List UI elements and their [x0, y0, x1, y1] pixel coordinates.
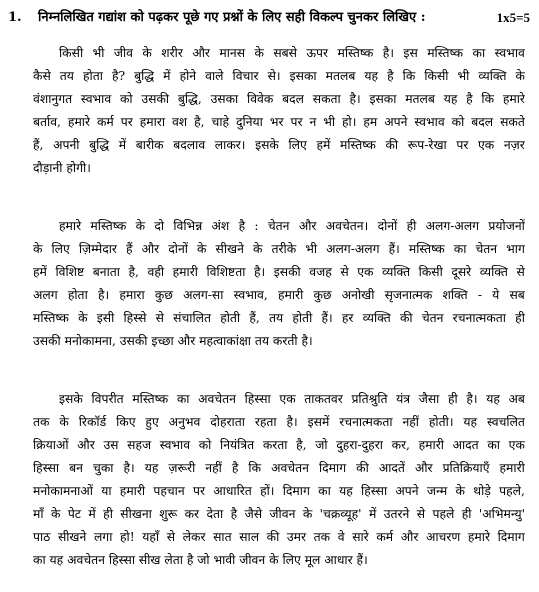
passage-line: इसके विपरीत मस्तिष्क का अवचेतन हिस्सा एक ताकतवर प्रतिश्रुति यंत्र जैसा ही है। यह अब: [59, 392, 525, 406]
passage-line: के लिए ज़िम्मेदार हैं और दोनों के सीखने के तरीके भी अलग-अलग हैं। मस्तिष्क का चेतन भाग: [33, 242, 525, 256]
passage-line: किसी भी जीव के शरीर और मानस के सबसे ऊपर मस्तिष्क है। इस मस्तिष्क का स्वभाव: [59, 46, 525, 60]
passage-line: उसकी मनोकामना, उसकी इच्छा और महत्वाकांक्षा तय करती है।: [33, 334, 313, 348]
question-number: 1.: [8, 10, 22, 25]
passage-line: क्रियाओं और उस सहज स्वभाव को नियंत्रित करता है, जो दुहरा-दुहरा कर, हमारी आदत का एक: [33, 438, 525, 452]
question-header: [8, 6, 530, 30]
question-marks: 1x5=5: [496, 10, 530, 25]
question-instruction: निम्नलिखित गद्यांश को पढ़कर पूछे गए प्रश्नों के लिए सही विकल्प चुनकर लिखिए :: [38, 10, 426, 25]
passage-line: हमारे मस्तिष्क के दो विभिन्न अंश है : चेतन और अवचेतन। दोनों ही अलग-अलग प्रयोजनों: [59, 219, 525, 233]
passage-line: कैसे तय होता है? बुद्धि में होने वाले विचार से। इसका मतलब यह है कि किसी भी व्यक्ति के: [33, 69, 525, 83]
passage-line: अलग होता है। हमारा कुछ अलग-सा स्वभाव, हमारी कुछ अनोखी सृजनात्मक शक्ति - ये सब: [33, 288, 525, 302]
passage-line: मनोकामनाओं या हमारी पहचान पर आधारित हों। दिमाग का यह हिस्सा अपने जन्म के थोड़े पहले,: [33, 484, 525, 498]
passage-paragraph-1: [33, 42, 525, 180]
passage-paragraph-2: [33, 215, 525, 353]
passage-line: दौड़ानी होगी।: [33, 161, 91, 175]
passage-line: हमें विशिष्ट बनाता है, वही हमारी विशिष्टता है। इसकी वजह से एक व्यक्ति किसी दूसरे व्यक्ति से: [33, 265, 525, 279]
passage-line: माँ के पेट में ही सीखना शुरू कर देता है जैसे जीवन के 'चक्रव्यूह' में उतरने से पहले ही 'अभिमन्यु': [33, 507, 525, 521]
passage-line: हैं, अपनी बुद्धि में बारीक बदलाव लाकर। इसके लिए हमें मस्तिष्क की रूप-रेखा पर एक नज़र: [33, 138, 525, 152]
passage-line: वंशानुगत स्वभाव को उसकी बुद्धि, उसका विवेक बदल सकता है। इसका मतलब यह है कि हमारे: [33, 92, 525, 106]
passage-paragraph-3: [33, 388, 525, 572]
passage-line: हिस्सा बन चुका है। यह ज़रूरी नहीं है कि अवचेतन दिमाग की आदतें और प्रतिक्रियाएँ हमारी: [33, 461, 525, 475]
passage-line: तक के रिकॉर्ड किए हुए अनुभव दोहराता रहता है। इसमें रचनात्मकता नहीं होती। यह स्वचलित: [33, 415, 525, 429]
passage-line: पाठ सीखने लगा हो! यहाँ से लेकर सात साल की उमर तक वे सारे कर्म और आचरण हमारे दिमाग: [33, 530, 525, 544]
passage-line: मस्तिष्क के इसी हिस्से से संचालित होती हैं, तय होती हैं। हर व्यक्ति की चेतन रचनात्मकता ही: [33, 311, 525, 325]
passage-line: बर्ताव, हमारे कर्म पर हमारा वश है, चाहे दुनिया भर पर न भी हो। हम अपने स्वभाव को बदल सकते: [33, 115, 525, 129]
passage-line: का यह अवचेतन हिस्सा सीख लेता है जो भावी जीवन के लिए मूल आधार हैं।: [33, 553, 368, 567]
